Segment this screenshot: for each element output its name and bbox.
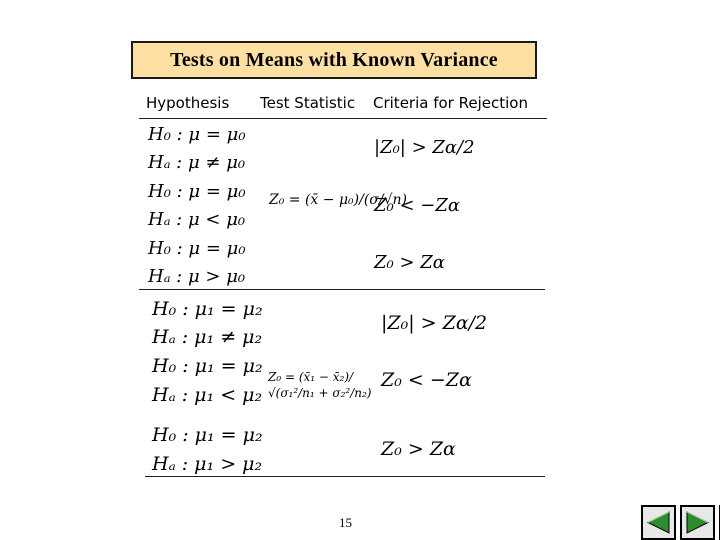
one-sample-ha-less: Hₐ : μ < μ₀ [148, 209, 246, 230]
one-sample-h0-lower: H₀ : μ = μ₀ [148, 181, 246, 202]
first-slide-button[interactable] [641, 505, 676, 540]
two-sample-ha-two-sided: Hₐ : μ₁ ≠ μ₂ [152, 326, 263, 348]
one-sample-reject-two-sided: |Z₀| > Zα/2 [374, 137, 475, 158]
one-sample-h0-upper: H₀ : μ = μ₀ [148, 238, 246, 259]
header-hypothesis: Hypothesis [146, 94, 230, 112]
slide-title: Tests on Means with Known Variance [170, 48, 498, 71]
header-rule [139, 118, 547, 119]
two-sample-h0: H₀ : μ₁ = μ₂ [152, 298, 263, 320]
two-sample-reject-greater: Z₀ > Zα [381, 438, 456, 460]
two-sample-ha-less: Hₐ : μ₁ < μ₂ [152, 384, 263, 406]
two-sample-h0-lower: H₀ : μ₁ = μ₂ [152, 355, 263, 377]
slide-title-box [131, 41, 537, 79]
two-sample-h0-upper: H₀ : μ₁ = μ₂ [152, 424, 263, 446]
two-sample-ha-greater: Hₐ : μ₁ > μ₂ [152, 453, 263, 475]
next-slide-icon [684, 509, 711, 536]
header-criteria: Criteria for Rejection [373, 94, 528, 112]
one-sample-test-statistic: Z₀ = (x̄ − μ₀)/(σ/√n) [269, 192, 407, 208]
two-sample-reject-two-sided: |Z₀| > Zα/2 [381, 312, 488, 334]
one-sample-reject-greater: Z₀ > Zα [374, 252, 445, 273]
next-slide-button[interactable] [680, 505, 715, 540]
header-test-statistic: Test Statistic [260, 94, 356, 112]
section-divider [139, 289, 545, 290]
one-sample-ha-greater: Hₐ : μ > μ₀ [148, 266, 246, 287]
one-sample-h0: H₀ : μ = μ₀ [148, 124, 246, 145]
page-number: 15 [339, 515, 352, 530]
table-bottom-rule [145, 476, 545, 477]
one-sample-ha-two-sided: Hₐ : μ ≠ μ₀ [148, 152, 246, 173]
two-sample-test-statistic: Z₀ = (x̄₁ − x̄₂)/√(σ₁²/n₁ + σ₂²/n₂) [268, 370, 372, 400]
two-sample-reject-less: Z₀ < −Zα [381, 369, 472, 391]
one-sample-reject-less: Z₀ < −Zα [374, 195, 460, 216]
first-slide-icon [645, 509, 672, 536]
